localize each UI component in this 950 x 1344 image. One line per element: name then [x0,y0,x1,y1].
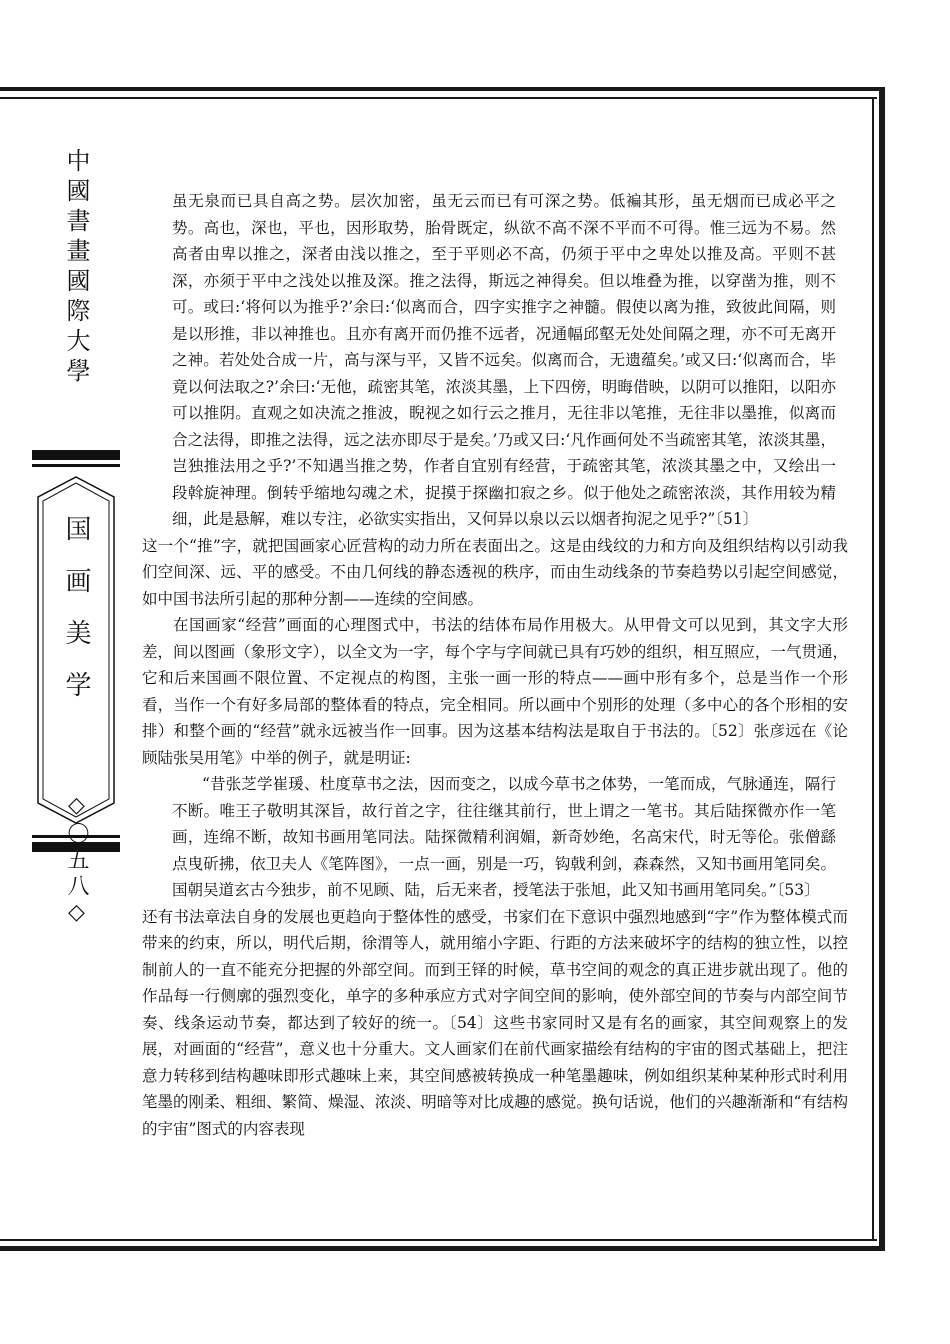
spine-band-top-thin [32,464,120,467]
spine-band-top [32,450,120,460]
page-frame-right-inner-rule [872,97,874,1241]
page-frame-top-inner-rule [0,97,877,99]
page-frame-right-rule [879,87,885,1251]
page-frame-top-rule [0,87,885,91]
book-title-cartouche [36,475,116,825]
main-text [142,188,848,1142]
page-frame-bottom-inner-rule [0,1239,877,1241]
paragraph-2: 在国画家“经营”画面的心理图式中，书法的结体布局作用极大。从甲骨文可以见到，其文字大形差，间以图画（象形文字），以全文为一字，每个字与字间就已具有巧妙的组织，相互照应，一气贯通，它和后来国画不限位置、不定视点的构图，主张一画一形的特点——画中形有多个，总是当作一个形看，当作一个有好多局部的整体看的特点，完全相同。所以画中个别形的处理（多中心的各个形相的安排）和整个画的“经营”就永远被当作一回事。因为这基本结构法是取自于书法的。〔52〕张彦远在《论顾陆张吴用笔》中举的例子，就是明证: [142,616,848,767]
series-title: 中國書畫國際大學 [62,148,90,388]
book-title: 国画美学 [61,515,91,723]
page-number: ◇〇五八◇ [64,793,89,929]
paragraph-1: 这一个“推”字，就把国画家心匠营构的动力所在表面出之。这是由线纹的力和方向及组织结构以引动我们空间深、远、平的感受。不由几何线的静态透视的秩序，而由生动线条的节奏趋势以引起空间感觉，如中国书法所引起的那种分割——连续的空间感。 [142,536,848,608]
paragraph-3: 还有书法章法自身的发展也更趋向于整体性的感受，书家们在下意识中强烈地感到“字”作为整体模式而带来的约束，所以，明代后期，徐渭等人，就用缩小字距、行距的方法来破坏字的结构的独立性，以控制前人的一直不能充分把握的外部空间。而到王铎的时候，草书空间的观念的真正进步就出现了。他的作品每一行侧廓的强烈变化，单字的多种承应方式对字间空间的影响，使外部空间的节奏与内部空间节奏、线条运动节奏，都达到了较好的统一。〔54〕这些书家同时又是有名的画家，其空间观察上的发展，对画面的“经营”，意义也十分重大。文人画家们在前代画家描绘有结构的宇宙的图式基础上，把注意力转移到结构趣味即形式趣味上来，其空间感被转换成一种笔墨趣味，例如组织某种某种形式时利用笔墨的刚柔、粗细、繁简、燥湿、浓淡、明暗等对比成趣的感觉。换句话说，他们的兴趣渐渐和“有结构的宇宙”图式的内容表现 [142,907,848,1138]
side-spine [46,98,106,1238]
page-frame-bottom-rule [0,1246,885,1251]
block-quote-2: “昔张芝学崔瑗、杜度草书之法，因而变之，以成今草书之体势，一笔而成，气脉通连，隔行不断。唯王子敬明其深旨，故行首之字，往往继其前行，世上谓之一笔书。其后陆探微亦作一笔画，连绵不断，故知书画用笔同法。陆探微精利润媚，新奇妙绝，名高宋代，时无等伦。张僧繇点曳斫拂，依卫夫人《笔阵图》，一点一画，别是一巧，钩戟利剑，森森然，又知书画用笔同矣。国朝吴道玄古今独步，前不见顾、陆，后无来者，授笔法于张旭，此又知书画用笔同矣。”〔53〕 [172,775,836,899]
block-quote-1: 虽无泉而已具自高之势。层次加密，虽无云而已有可深之势。低褊其形，虽无烟而已成必平之势。高也，深也，平也，因形取势，胎骨既定，纵欲不高不深不平而不可得。惟三远为不易。然高者由卑以推之，深者由浅以推之，至于平则必不高，仍须于平中之卑处以推及高。平则不甚深，亦须于平中之浅处以推及深。推之法得，斯远之神得矣。但以堆叠为推，以穿凿为推，则不可。或曰:‘将何以为推乎?’余曰:‘似离而合，四字实推字之神髓。假使以离为推，致彼此间隔，则是以形推，非以神推也。且亦有离开而仍推不远者，况通幅邱壑无处处间隔之理，亦不可无离开之神。若处处合成一片，高与深与平，又皆不远矣。似离而合，无遗蕴矣。’或又曰:‘似离而合，毕竟以何法取之?’余曰:‘无他，疏密其笔，浓淡其墨，上下四傍，明晦借映，以阴可以推阳，以阳亦可以推阴。直观之如决流之推波，睨视之如行云之推月，无往非以笔推，无往非以墨推，似离而合之法得，即推之法得，远之法亦即尽于是矣。’乃或又曰:‘凡作画何处不当疏密其笔，浓淡其墨，岂独推法用之乎?’不知遇当推之势，作者自宜别有经营，于疏密其笔，浓淡其墨之中，又绘出一段斡旋神理。倒转乎缩地勾魂之术，捉摸于探幽扣寂之乡。似于他处之疏密浓淡，其作用较为精细，此是悬解，难以专注，必欲实实指出，又何异以泉以云以烟者拘泥之见乎?”〔51〕 [172,192,836,528]
